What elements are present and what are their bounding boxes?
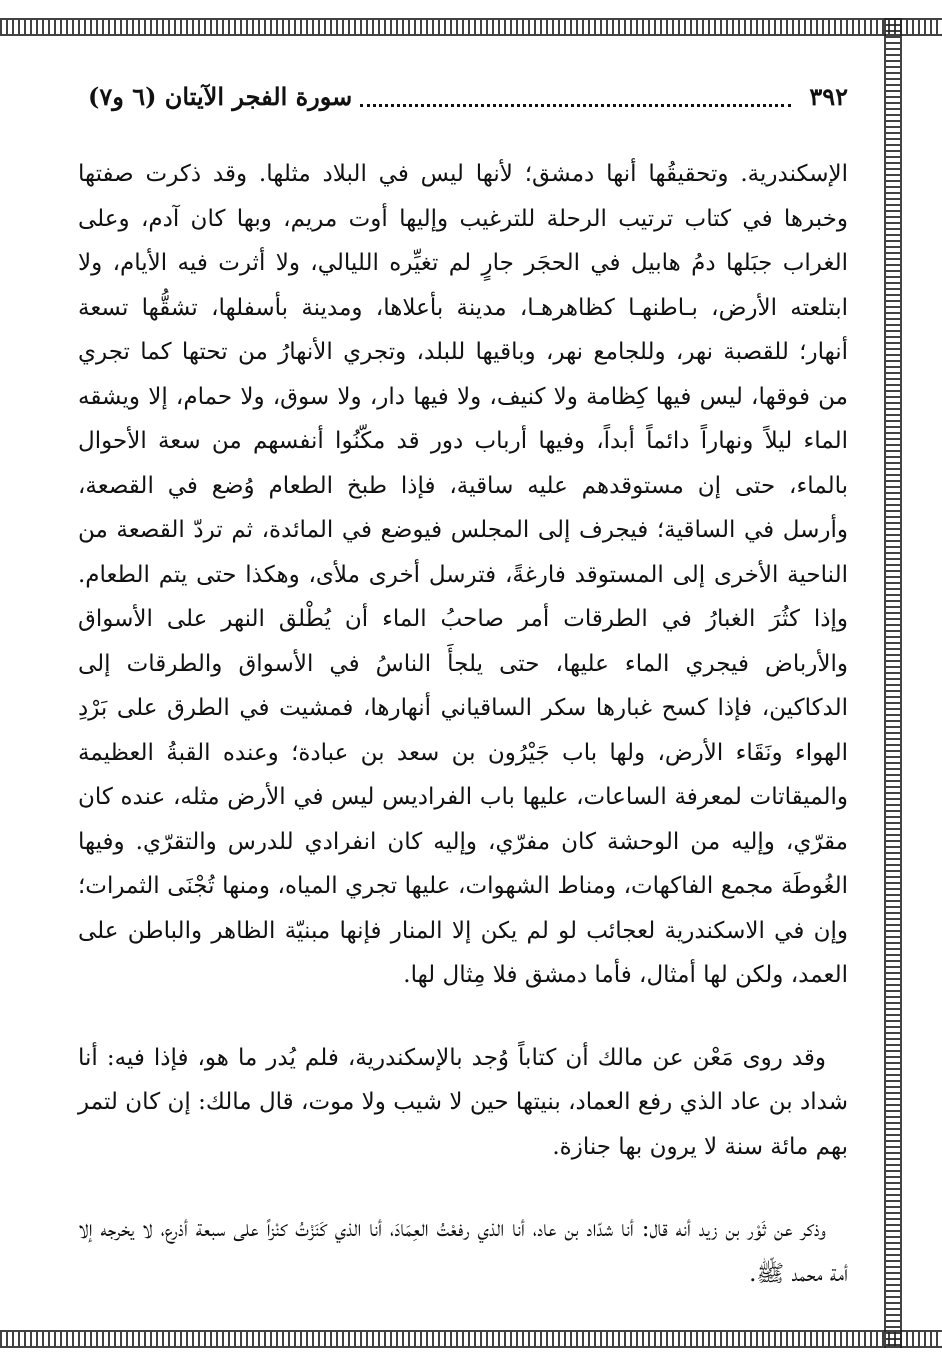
running-header [88, 82, 848, 116]
decorative-border-bottom [0, 1330, 942, 1348]
header-dotted-leader [360, 92, 791, 107]
decorative-border-right [884, 18, 902, 1348]
paragraph-3: وذكر عن ثَوْر بن زيد أنه قال: أنا شدّاد بن عاد، أنا الذي رفعْتُ العِمَادَ، أنا الذي كَنَزْتُ كنْزاً على سبعة أذرع، لا يخرجه إلا أمة محمد ﷺ. [78, 1216, 848, 1287]
chapter-title: سورة الفجر الآيتان (٦ و٧) [88, 82, 353, 111]
decorative-border-top [0, 18, 942, 36]
paragraph-2: وقد روى مَعْن عن مالك أن كتاباً وُجد بالإسكندرية، فلم يُدر ما هو، فإذا فيه: أنا شداد بن عاد الذي رفع العماد، بنيتها حين لا شيب ولا موت، قال مالك: إن كان لتمر بهم مائة سنة لا يرون بها جنازة. [78, 1044, 848, 1160]
page-number: ٣٩٢ [809, 82, 848, 111]
page-body-text [78, 152, 848, 1296]
paragraph-1: الإسكندرية. وتحقيقُها أنها دمشق؛ لأنها ليس في البلاد مثلها. وقد ذكرت صفتها وخبرها في كتاب ترتيب الرحلة للترغيب وإليها أوت مريم، وبها كان آدم، وعلى الغراب جبَلها دمُ هابيل في الحجَر جارٍ لم تغيِّره الليالي، ولا أثرت فيه الأيام، ولا ابتلعته الأرض، بـاطنهـا كظاهرهـا، مدينة بأعلاها، ومدينة بأسفلها، تشقُّها تسعة أنهار؛ للقصبة نهر، وللجامع نهر، وباقيها للبلد، وتجري الأنهارُ من تحتها كما تجري من فوقها، ليس فيها كِظامة ولا كنيف، ولا فيها دار، ولا سوق، ولا حمام، إلا ويشقه الماء ليلاً ونهاراً دائماً أبداً، وفيها أرباب دور قد مكّنُوا أنفسهم من سعة الأحوال بالماء، حتى إن مستوقدهم عليه ساقية، فإذا طبخ الطعام وُضع في القصعة، وأرسل في الساقية؛ فيجرف إلى المجلس فيوضع في المائدة، ثم تردّ القصعة من الناحية الأخرى إلى المستوقد فارغةً، فترسل أخرى ملأى، وهكذا حتى يتم الطعام. وإذا كثُرَ الغبارُ في الطرقات أمر صاحبُ الماء أن يُطْلق النهر على الأسواق والأرباض فيجري الماء عليها، حتى يلجأَ الناسُ في الأسواق والطرقات إلى الدكاكين، فإذا كسح غبارها سكر الساقياني أنهارها، فمشيت في الطرق على بَرْدِ الهواء ونَقَاء الأرض، ولها باب جَيْرُون بن سعد بن عبادة؛ وعنده القبةُ العظيمة والميقاتات لمعرفة الساعات، عليها باب الفراديس ليس في الأرض مثله، عنده كان مقرّي، وإليه من الوحشة كان مفرّي، وإليه كان انفرادي للدرس والتقرّي. وفيها الغُوطَة مجمع الفاكهات، ومناط الشهوات، عليها تجري المياه، ومنها تُجْنَى الثمرات؛ وإن في الاسكندرية لعجائب لو لم يكن إلا المنار فإنها مبنيّة الظاهر والباطن على العمد، ولكن لها أمثال، فأما دمشق فلا مِثال لها. [78, 161, 848, 988]
